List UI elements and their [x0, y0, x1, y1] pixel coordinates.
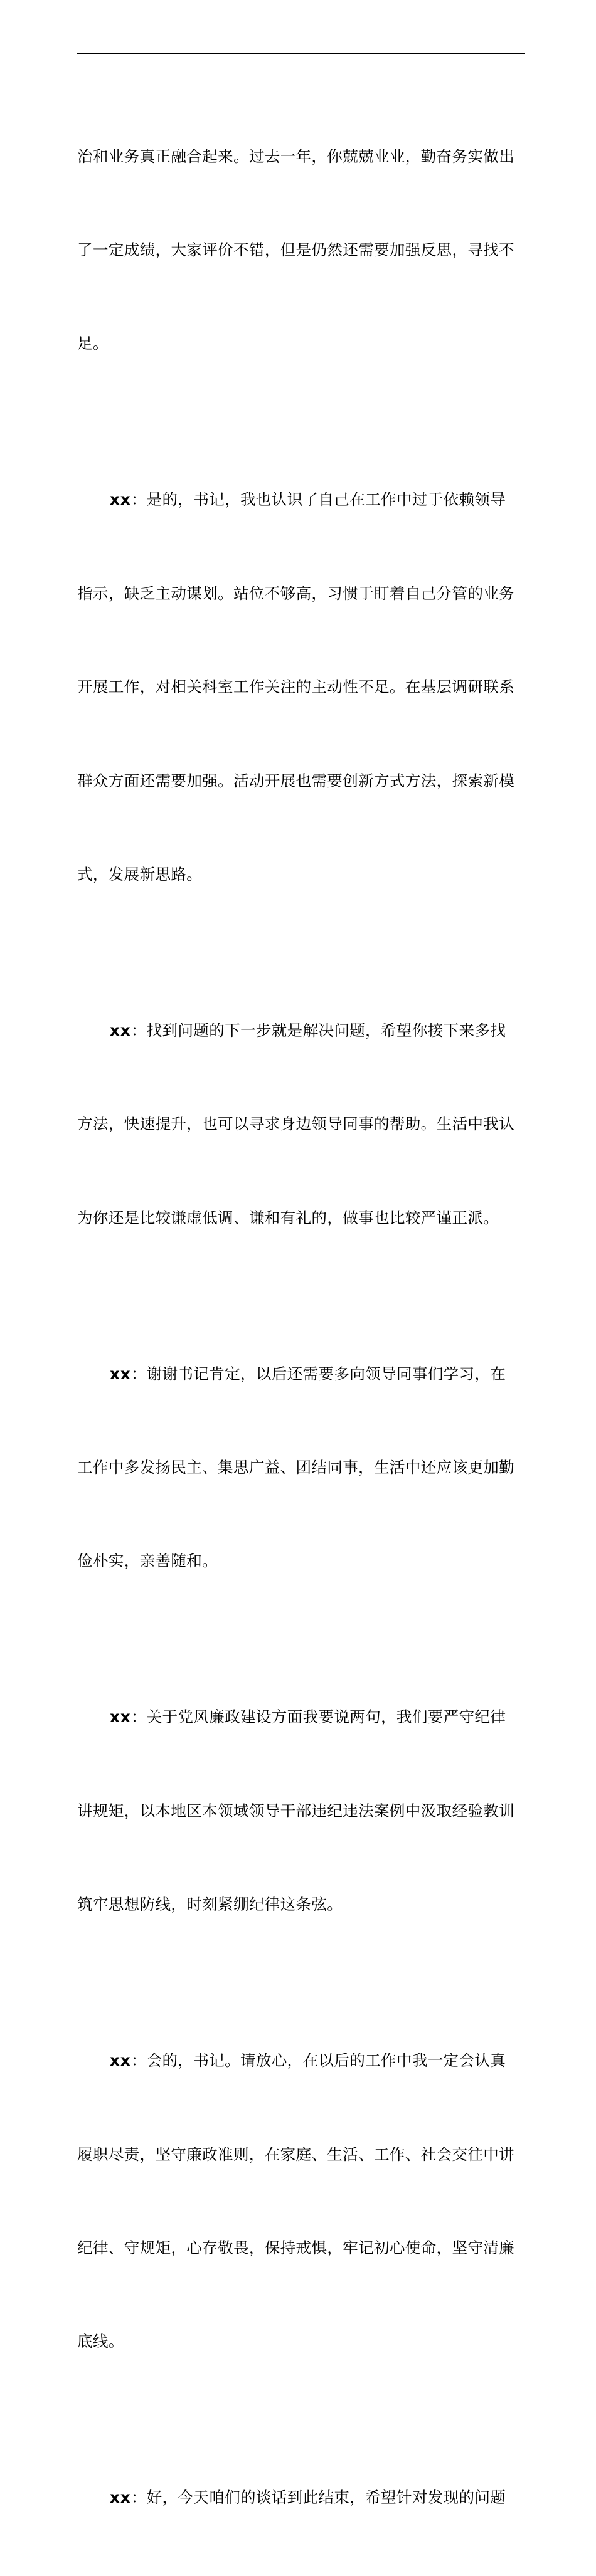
text-line	[77, 1359, 525, 1390]
text-line: 方法，快速提升，也可以寻求身边领导同事的帮助。生活中我认	[77, 1115, 515, 1133]
text-line	[77, 2482, 525, 2513]
text-line	[77, 1701, 525, 1733]
paragraph	[77, 1639, 525, 1983]
text-line: 群众方面还需要加强。活动开展也需要创新方式方法，探索新模	[77, 771, 515, 790]
text-line: 为你还是比较谦虚低调、谦和有礼的，做事也比较严谨正派。	[77, 1208, 499, 1227]
text-line: 指示，缺乏主动谋划。站位不够高，习惯于盯着自己分管的业务	[77, 584, 515, 602]
text-line: 履职尽责，坚守廉政准则，在家庭、生活、工作、社会交往中讲	[77, 2145, 515, 2163]
text-line: 开展工作，对相关科室工作关注的主动性不足。在基层调研联系	[77, 678, 515, 697]
text-fragment: ：是的，书记，我也认识了自己在工作中过于依赖领导	[130, 490, 506, 509]
text-line: 底线。	[77, 2332, 124, 2351]
text-line: 式，发展新思路。	[77, 865, 203, 883]
speaker-label: xx	[110, 1364, 131, 1383]
text-line: 工作中多发扬民主、集思广益、团结同事，生活中还应该更加勤	[77, 1458, 515, 1477]
text-line: 筑牢思想防线，时刻紧绷纪律这条弦。	[77, 1895, 343, 1914]
text-line	[77, 1015, 525, 1046]
paragraph	[77, 2420, 525, 2576]
text-line: 了一定成绩，大家评价不错，但是仍然还需要加强反思，寻找不	[77, 240, 515, 259]
paragraph	[77, 952, 525, 1296]
paragraph	[77, 422, 525, 953]
text-fragment: ：关于党风廉政建设方面我要说两句，我们要严守纪律	[130, 1708, 506, 1727]
paragraph	[77, 1296, 525, 1639]
body-text	[77, 78, 525, 2576]
text-line: 足。	[77, 334, 109, 353]
speaker-label: xx	[110, 2488, 131, 2507]
paragraph	[77, 1983, 525, 2420]
text-fragment: ：会的，书记。请放心，在以后的工作中我一定会认真	[130, 2051, 506, 2070]
text-line: 讲规矩，以本地区本领域领导干部违纪违法案例中汲取经验教训	[77, 1801, 515, 1820]
speaker-label: xx	[110, 2051, 131, 2070]
text-line	[77, 2045, 525, 2076]
text-line: 治和业务真正融合起来。过去一年，你兢兢业业，勤奋务实做出	[77, 147, 515, 166]
text-fragment: ：好，今天咱们的谈话到此结束，希望针对发现的问题	[130, 2488, 506, 2507]
text-fragment: ：谢谢书记肯定，以后还需要多向领导同事们学习，在	[130, 1364, 506, 1383]
speaker-label: xx	[110, 1708, 131, 1727]
header-rule	[77, 53, 525, 54]
speaker-label: xx	[110, 1021, 131, 1039]
text-line	[77, 484, 525, 515]
text-fragment: ：找到问题的下一步就是解决问题，希望你接下来多找	[130, 1021, 506, 1039]
paragraph	[77, 78, 525, 422]
speaker-label: xx	[110, 490, 131, 509]
text-line: 俭朴实，亲善随和。	[77, 1552, 218, 1570]
text-line: 纪律、守规矩，心存敬畏，保持戒惧，牢记初心使命，坚守清廉	[77, 2238, 515, 2257]
